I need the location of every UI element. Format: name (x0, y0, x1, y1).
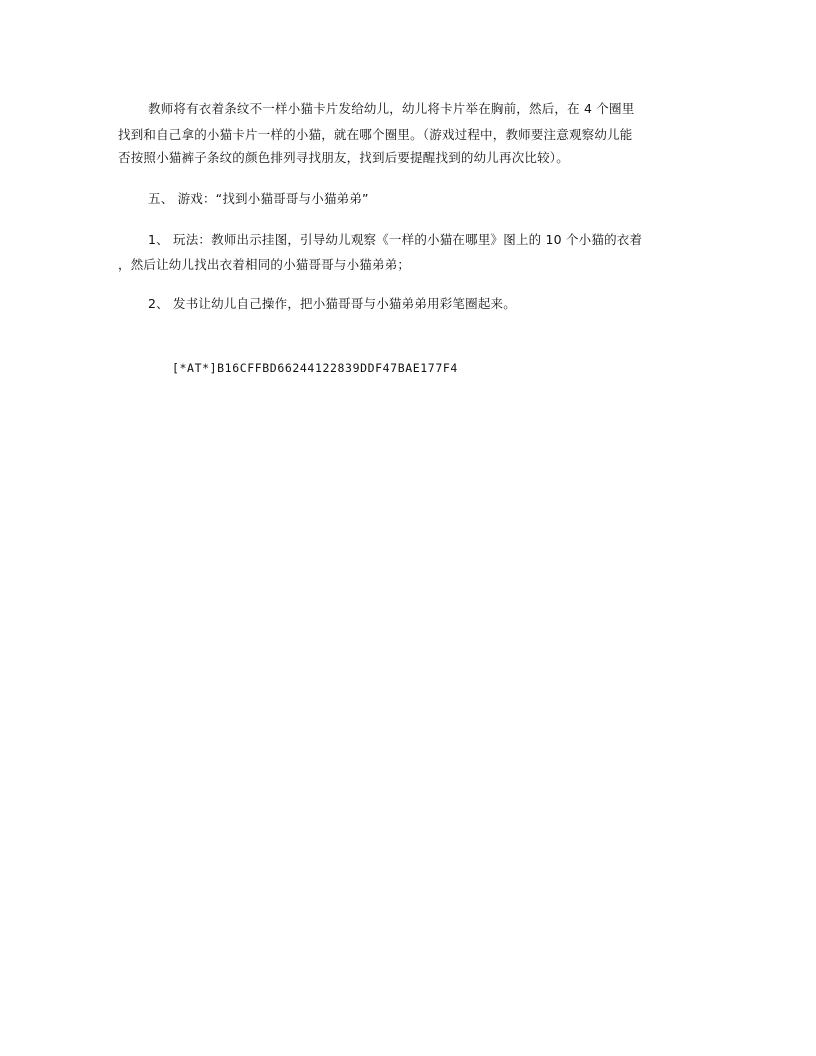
paragraph-1-line-3: 否按照小猫裤子条纹的颜色排列寻找朋友，找到后要提醒找到的幼儿再次比较）。 (118, 150, 569, 165)
paragraph-1-line-1: 教师将有衣着条纹不一样小猫卡片发给幼儿，幼儿将卡片举在胸前，然后，在 4 个圈里 (148, 101, 635, 116)
list-item-1-line-1: 1、 玩法：教师出示挂图，引导幼儿观察《一样的小猫在哪里》图上的 10 个小猫的衣着 (148, 232, 643, 247)
document-code: [*AT*]B16CFFBD66244122839DDF47BAE177F4 (172, 361, 458, 375)
list-item-2: 2、 发书让幼儿自己操作，把小猫哥哥与小猫弟弟用彩笔圈起来。 (148, 296, 516, 311)
section-heading: 五、 游戏：“找到小猫哥哥与小猫弟弟” (148, 191, 369, 206)
list-item-1-line-2: ，然后让幼儿找出衣着相同的小猫哥哥与小猫弟弟； (118, 257, 411, 272)
paragraph-1-line-2: 找到和自己拿的小猫卡片一样的小猫，就在哪个圈里。（游戏过程中，教师要注意观察幼儿能 (118, 127, 633, 142)
